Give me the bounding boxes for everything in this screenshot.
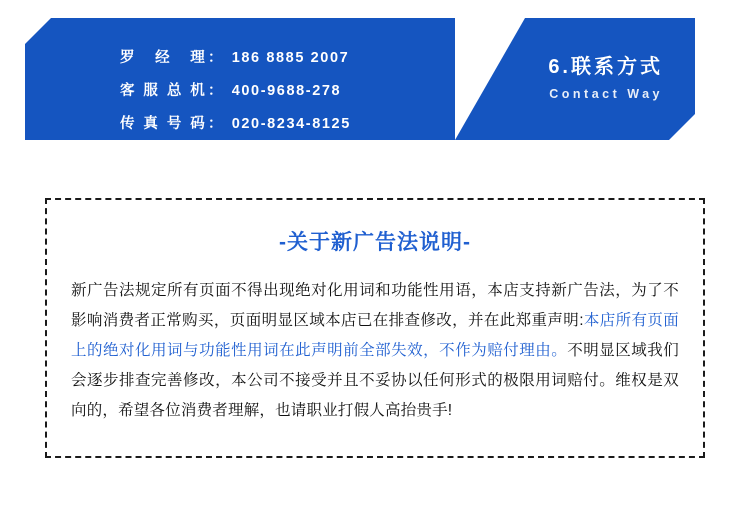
section-title-block — [548, 50, 663, 101]
notice-text-highlight: 本店所有页面上的绝对化用词与功能性用词在此声明前全部失效，不作为赔付理由。 — [71, 312, 679, 359]
contact-list — [120, 46, 351, 145]
contact-value: 400-9688-278 — [231, 83, 342, 99]
contact-label: 客服总机 — [120, 83, 206, 99]
contact-row — [120, 79, 351, 100]
contact-label: 罗经理 — [120, 50, 206, 66]
contact-row — [120, 46, 351, 67]
notice-text-part1: 新广告法规定所有页面不得出现绝对化用词和功能性用语，本店支持新广告法，为了不影响消费者正常购买，页面明显区域本店已在排查修改，并在此郑重声明: — [71, 282, 679, 329]
notice-title: -关于新广告法说明- — [279, 231, 471, 254]
contact-colon: ： — [208, 83, 224, 99]
contact-header-banner — [25, 18, 695, 140]
section-title: 6.联系方式 — [548, 56, 663, 78]
section-subtitle: Contact Way — [549, 87, 663, 101]
corner-notch-bottom-right-icon — [669, 114, 695, 140]
contact-label: 传真号码 — [120, 116, 206, 132]
diagonal-divider-icon — [455, 18, 525, 140]
contact-colon: ： — [208, 50, 224, 66]
contact-colon: ： — [208, 116, 224, 132]
notice-text-part2: 不明显区域我们会逐步排查完善修改，本公司不接受并且不妥协以任何形式的极限用词赔付。维权是双向的，希望各位消费者理解，也请职业打假人高抬贵手! — [71, 342, 679, 419]
notice-body — [71, 276, 679, 426]
contact-row — [120, 112, 351, 133]
advertising-law-notice-box — [45, 198, 705, 458]
corner-notch-top-left-icon — [25, 18, 51, 44]
contact-value: 186 8885 2007 — [231, 50, 350, 66]
contact-value: 020-8234-8125 — [231, 116, 351, 132]
